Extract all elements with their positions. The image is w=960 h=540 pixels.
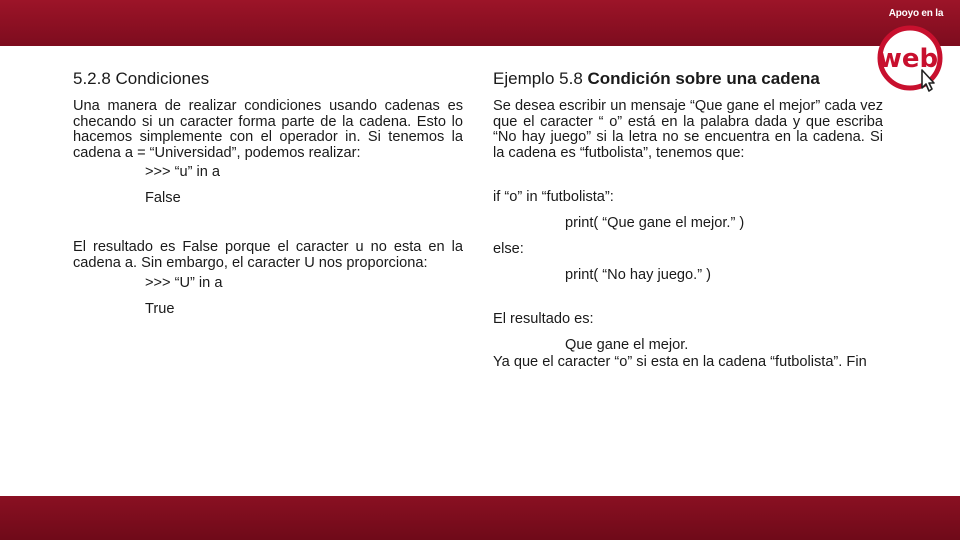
code-else-line: else: — [493, 241, 524, 258]
example-intro-paragraph: Se desea escribir un mensaje “Que gane el mejor” cada vez que el caracter “ o” está en la palabra dada y que escriba “No hay juego” si la letra no se encuentra en la cadena. Si la cadena es “futbolista”, tenemos que: — [493, 98, 883, 161]
code-if-line: if “o” in “futbolista”: — [493, 189, 614, 206]
logo-word: web — [877, 44, 939, 74]
code-line-u-in-a: >>> “u” in a — [145, 164, 221, 181]
example-name: Condición sobre una cadena — [587, 69, 820, 88]
right-column — [493, 68, 883, 371]
result-true: True — [145, 300, 175, 317]
intro-paragraph: Una manera de realizar condiciones usando cadenas es checando si un caracter forma parte de la cadena. Esto lo hacemos simplemente con el operador in. Si tenemos la cadena a = “Universidad”, podemos realizar: — [73, 98, 463, 161]
conclusion-paragraph: Ya que el caracter “o” si esta en la cadena “futbolista”. Fin — [493, 354, 867, 371]
result-false: False — [145, 190, 181, 207]
explanation-paragraph: El resultado es False porque el caracter u no esta en la cadena a. Sin embargo, el caracter U nos proporciona: — [73, 239, 463, 271]
apoyo-web-logo — [872, 4, 960, 96]
bottom-banner — [0, 496, 960, 540]
top-banner — [0, 0, 960, 46]
code-line-U-in-a: >>> “U” in a — [145, 274, 223, 291]
code-print-lose: print( “No hay juego.” ) — [565, 267, 711, 284]
result-label: El resultado es: — [493, 311, 594, 328]
left-column — [73, 68, 463, 318]
example-number: Ejemplo 5.8 — [493, 69, 583, 88]
logo-caption: Apoyo en la — [888, 8, 944, 19]
section-title: 5.2.8 Condiciones — [73, 69, 210, 88]
code-print-win: print( “Que gane el mejor.” ) — [565, 215, 745, 232]
result-value: Que gane el mejor. — [565, 337, 689, 354]
example-title — [493, 68, 883, 90]
